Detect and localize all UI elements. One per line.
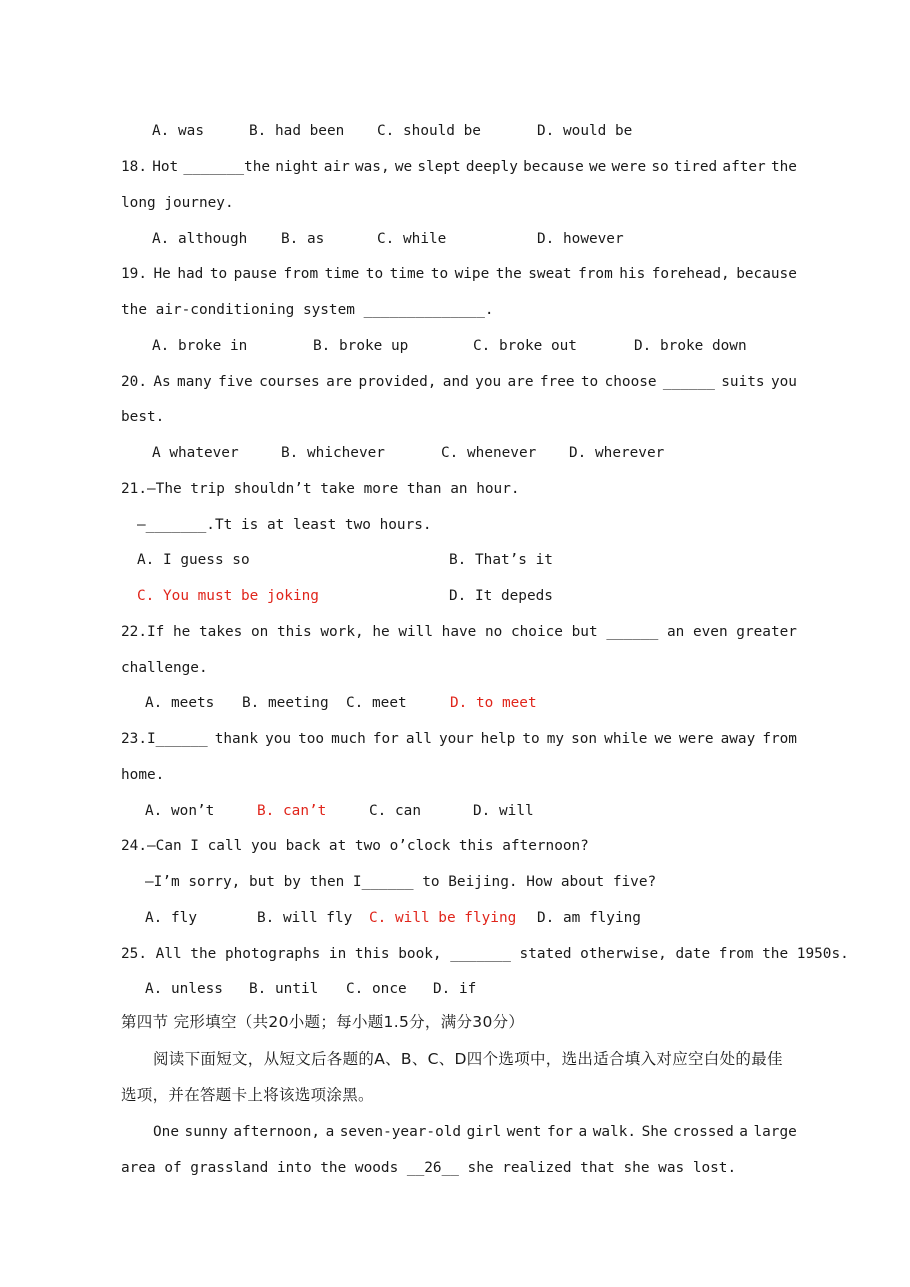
section-heading: 第四节 完形填空（共20小题；每小题1.5分，满分30分） — [121, 1013, 525, 1031]
q19-option-b: B. broke up — [313, 338, 409, 354]
q20-option-a: A whatever — [152, 445, 239, 461]
q19-option-c: C. broke out — [473, 338, 577, 354]
q23-stem-line1: 23.I______ thank you too much for all your help to my son while we were away from — [121, 731, 797, 747]
q23-stem-line2: home. — [121, 767, 165, 783]
q17-option-a: A. was — [152, 123, 204, 139]
q20-option-d: D. wherever — [569, 445, 665, 461]
q21-option-d: D. It depeds — [449, 588, 553, 604]
q21-stem-line2: —_______.Tt is at least two hours. — [137, 517, 432, 533]
q20-option-b: B. whichever — [281, 445, 385, 461]
q25-option-d: D. if — [433, 981, 477, 997]
q23-option-b-answer: B. can’t — [257, 803, 327, 819]
q23-option-c: C. can — [369, 803, 421, 819]
q21-option-a: A. I guess so — [137, 552, 250, 568]
q22-option-d-answer: D. to meet — [450, 695, 537, 711]
q19-option-a: A. broke in — [152, 338, 248, 354]
q24-stem-line2: —I’m sorry, but by then I______ to Beijing. How about five? — [145, 874, 657, 890]
q18-stem-line2: long journey. — [121, 195, 234, 211]
q22-stem-line2: challenge. — [121, 660, 208, 676]
q25-option-a: A. unless — [145, 981, 223, 997]
q18-option-a: A. although — [152, 231, 248, 247]
q25-option-b: B. until — [249, 981, 319, 997]
passage-line2: area of grassland into the woods __26__ she realized that she was lost. — [121, 1160, 737, 1176]
q19-option-d: D. broke down — [634, 338, 747, 354]
q21-stem-line1: 21.—The trip shouldn’t take more than an hour. — [121, 481, 520, 497]
q22-option-b: B. meeting — [242, 695, 329, 711]
q23-option-d: D. will — [473, 803, 534, 819]
q18-option-b: B. as — [281, 231, 325, 247]
q23-option-a: A. won’t — [145, 803, 215, 819]
q25-stem-line1: 25. All the photographs in this book, _______ stated otherwise, date from the 1950s. — [121, 946, 849, 962]
section-instruction-line2: 选项，并在答题卡上将该选项涂黑。 — [121, 1086, 374, 1104]
q24-option-b: B. will fly — [257, 910, 353, 926]
q19-stem-line1: 19. He had to pause from time to time to wipe the sweat from his forehead, because — [121, 266, 797, 282]
q20-stem-line1: 20. As many five courses are provided, and you are free to choose ______ suits you — [121, 374, 797, 390]
q18-stem-line1: 18. Hot _______the night air was, we slept deeply because we were so tired after the — [121, 159, 797, 175]
q22-option-c: C. meet — [346, 695, 407, 711]
q21-option-b: B. That’s it — [449, 552, 553, 568]
section-instruction-line1: 阅读下面短文，从短文后各题的A、B、C、D四个选项中，选出适合填入对应空白处的最佳 — [153, 1050, 783, 1068]
q21-option-c-answer: C. You must be joking — [137, 588, 319, 604]
q24-option-d: D. am flying — [537, 910, 641, 926]
q24-option-c-answer: C. will be flying — [369, 910, 517, 926]
q24-stem-line1: 24.—Can I call you back at two o’clock this afternoon? — [121, 838, 589, 854]
q22-option-a: A. meets — [145, 695, 215, 711]
q17-option-d: D. would be — [537, 123, 633, 139]
q18-option-c: C. while — [377, 231, 447, 247]
q19-stem-line2: the air-conditioning system ______________. — [121, 302, 494, 318]
q17-option-b: B. had been — [249, 123, 345, 139]
q17-option-c: C. should be — [377, 123, 481, 139]
q22-stem-line1: 22.If he takes on this work, he will have no choice but ______ an even greater — [121, 624, 797, 640]
q20-stem-line2: best. — [121, 409, 165, 425]
q18-option-d: D. however — [537, 231, 624, 247]
q20-option-c: C. whenever — [441, 445, 537, 461]
q25-option-c: C. once — [346, 981, 407, 997]
passage-line1: One sunny afternoon, a seven-year-old girl went for a walk. She crossed a large — [153, 1124, 797, 1140]
q24-option-a: A. fly — [145, 910, 197, 926]
